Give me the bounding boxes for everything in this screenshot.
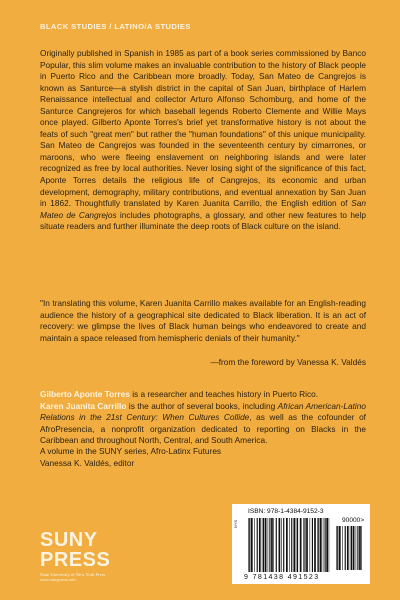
series-info [40,446,221,469]
author1-bio: is a researcher and teaches history in Puerto Rico. [129,389,319,399]
author-bios [40,389,366,447]
barcode-block [232,504,370,584]
author2-book-title: African American-Latino Relations in the 21st Century: When Cultures Collide [40,400,366,423]
barcode-bars-icon [232,504,370,584]
author2-name: Karen Juanita Carrillo [40,400,127,411]
logo-url: www.sunypress.edu [40,577,76,582]
isbn-digits: 9 781438 491523 [244,574,320,581]
author1-name: Gilberto Aponte Torres [40,389,130,399]
foreword-quote: "In translating this volume, Karen Juanita Carrillo makes available for an English-reading audience the history of a geographical site dedicated to Black liberation. It is an act of recovery: we glimpse the lives of Black human beings who endeavored to create and maintain a space released from hemispheric denials of their humanity." [40,298,366,343]
description-text: Originally published in Spanish in 1985 as part of a book series commissioned by Banco Popular, this slim volume makes an invaluable contribution to the history of Black people in Puerto Rico and the Caribbean more broadly. Today, San Mateo de Cangrejos is known as Santurce—a stylish district in the capital of San Juan, birthplace of Harlem Renaissance intellectual and collector Arturo Alfonso Schomburg, and home of the Santurce Cangrejeros for which baseball legends Roberto Clemente and Willie Mays once played. Gilberto Aponte Torres's brief yet transformative history is not about the feats of such "great men" but rather the "human foundations" of this unique municipality. San Mateo de Cangrejos was founded in the seventeenth century by cimarrones, or maroons, who were fleeing enslavement on neighboring islands and were later recognized as free by local authorities. Never losing sight of the significance of this fact, Aponte Torres details the religious life of Cangrejos, its economic and urban development, demography, military contributions, and eventual annexation by San Juan in 1862. Thoughtfully translated by Karen Juanita Carrillo, the English edition of [40,48,366,209]
author2-bio-b: , as well as the cofounder of AfroPresencia, a nonprofit organization dedicated to reporting on Blacks in the Caribbean and throughout North, Central, and South America. [40,412,366,446]
category-label: BLACK STUDIES / LATINO/A STUDIES [40,22,191,31]
logo-tagline: State University of New York Press [40,572,106,577]
author2-bio-a: is the author of several books, including [126,400,278,411]
price-code: 90000> [342,517,365,524]
series-line: A volume in the SUNY series, Afro-Latinx Futures [40,446,222,456]
editor-line: Vanessa K. Valdés, editor [40,457,135,468]
isbn-label: ISBN: 978-1-4384-9152-3 [248,508,324,515]
suny-press-logo [40,530,110,582]
book-description [40,48,366,233]
description-book-title: San Mateo de Cangrejos [40,198,366,220]
logo-press: PRESS [40,549,111,571]
logo-suny: SUNY [40,529,98,551]
quote-attribution: —from the foreword by Vanessa K. Valdés [210,357,366,367]
description-end: includes photographs, a glossary, and other new features to help situate readers and further illuminate the deep roots of Black culture on the island. [40,209,367,232]
barcode-side-note: NYS [234,520,238,528]
